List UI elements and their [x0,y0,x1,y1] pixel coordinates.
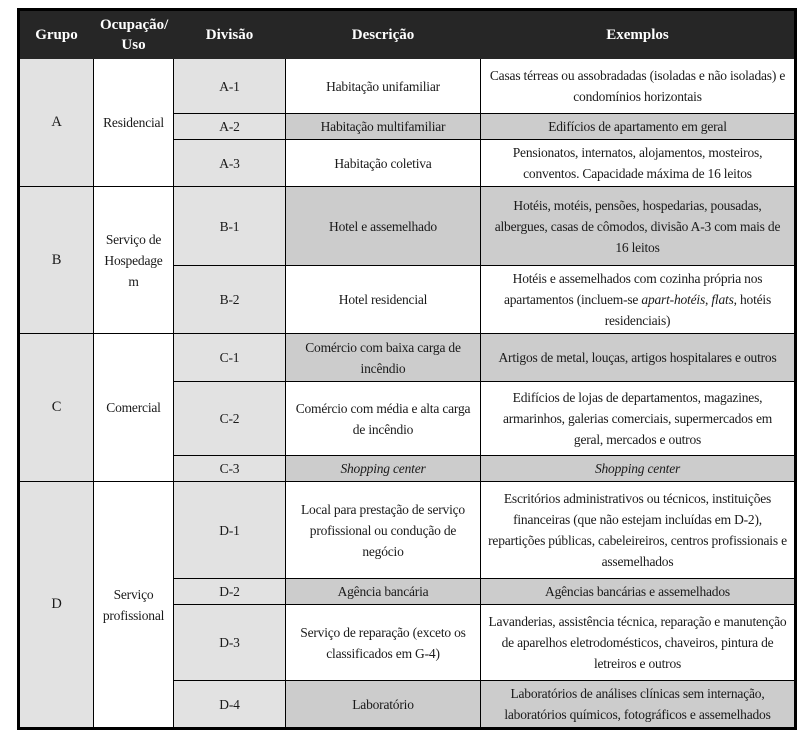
occupancy-cell-comercial: Comercial [94,334,174,482]
division-cell: C-2 [174,382,286,456]
description-cell: Habitação coletiva [286,140,481,187]
examples-text-part: , hotéis residenciais) [604,292,772,328]
division-cell: D-3 [174,605,286,681]
division-cell: D-2 [174,579,286,605]
description-cell: Comércio com baixa carga de incêndio [286,334,481,382]
division-cell: A-1 [174,59,286,114]
division-cell: B-1 [174,187,286,266]
group-cell-b: B [19,187,94,334]
column-header-descricao: Descrição [286,10,481,59]
division-cell: D-4 [174,681,286,729]
building-classification-table [17,8,797,730]
examples-cell: Hotéis, motéis, pensões, hospedarias, pousadas, albergues, casas de cômodos, divisão A-3 com mais de 16 leitos [481,187,796,266]
column-header-ocupacao-line1: Ocupação/ [100,16,169,33]
table-header-row [19,10,796,59]
building-classification-table-container [17,8,810,730]
occupancy-cell-servico-de-hospedagem: Serviço de Hospedagem [94,187,174,334]
column-header-ocupacao-uso [94,10,174,59]
description-cell: Local para prestação de serviço profissional ou condução de negócio [286,482,481,579]
description-cell: Shopping center [286,456,481,482]
division-cell: B-2 [174,266,286,334]
description-cell: Agência bancária [286,579,481,605]
column-header-exemplos: Exemplos [481,10,796,59]
description-cell: Habitação unifamiliar [286,59,481,114]
occupancy-cell-servico-profissional: Serviço profissional [94,482,174,729]
description-cell: Laboratório [286,681,481,729]
examples-cell: Artigos de metal, louças, artigos hospitalares e outros [481,334,796,382]
division-cell: C-1 [174,334,286,382]
examples-cell: Agências bancárias e assemelhados [481,579,796,605]
description-cell: Hotel e assemelhado [286,187,481,266]
division-cell: C-3 [174,456,286,482]
examples-cell: Escritórios administrativos ou técnicos, instituições financeiras (que não estejam incluídas em D-2), repartições públicas, cabeleireiros, centros profissionais e assemelhados [481,482,796,579]
examples-cell [481,266,796,334]
column-header-divisao: Divisão [174,10,286,59]
table-row-b1 [19,187,796,266]
description-cell: Habitação multifamiliar [286,114,481,140]
description-cell: Comércio com média e alta carga de incêndio [286,382,481,456]
examples-cell: Edifícios de lojas de departamentos, magazines, armarinhos, galerias comerciais, supermercados em geral, mercados e outros [481,382,796,456]
occupancy-cell-residencial: Residencial [94,59,174,187]
division-cell: A-2 [174,114,286,140]
column-header-ocupacao-line2: Uso [121,36,146,53]
examples-cell: Edifícios de apartamento em geral [481,114,796,140]
division-cell: A-3 [174,140,286,187]
examples-cell: Lavanderias, assistência técnica, reparação e manutenção de aparelhos eletrodomésticos, chaveiros, pintura de letreiros e outros [481,605,796,681]
group-cell-d: D [19,482,94,729]
description-cell: Hotel residencial [286,266,481,334]
description-cell: Serviço de reparação (exceto os classificados em G-4) [286,605,481,681]
table-row-a1 [19,59,796,114]
examples-text-part: , [705,292,712,307]
group-cell-c: C [19,334,94,482]
group-cell-a: A [19,59,94,187]
column-header-grupo: Grupo [19,10,94,59]
examples-text-italic: apart-hotéis [641,292,706,307]
examples-cell: Shopping center [481,456,796,482]
examples-text-italic: flats [711,292,734,307]
table-row-d1 [19,482,796,579]
examples-cell: Pensionatos, internatos, alojamentos, mosteiros, conventos. Capacidade máxima de 16 leitos [481,140,796,187]
table-row-c1 [19,334,796,382]
examples-text-part: Hotéis e assemelhados com cozinha própria nos apartamentos (incluem-se [503,271,763,307]
division-cell: D-1 [174,482,286,579]
examples-cell: Laboratórios de análises clínicas sem internação, laboratórios químicos, fotográficos e assemelhados [481,681,796,729]
examples-cell: Casas térreas ou assobradadas (isoladas e não isoladas) e condomínios horizontais [481,59,796,114]
